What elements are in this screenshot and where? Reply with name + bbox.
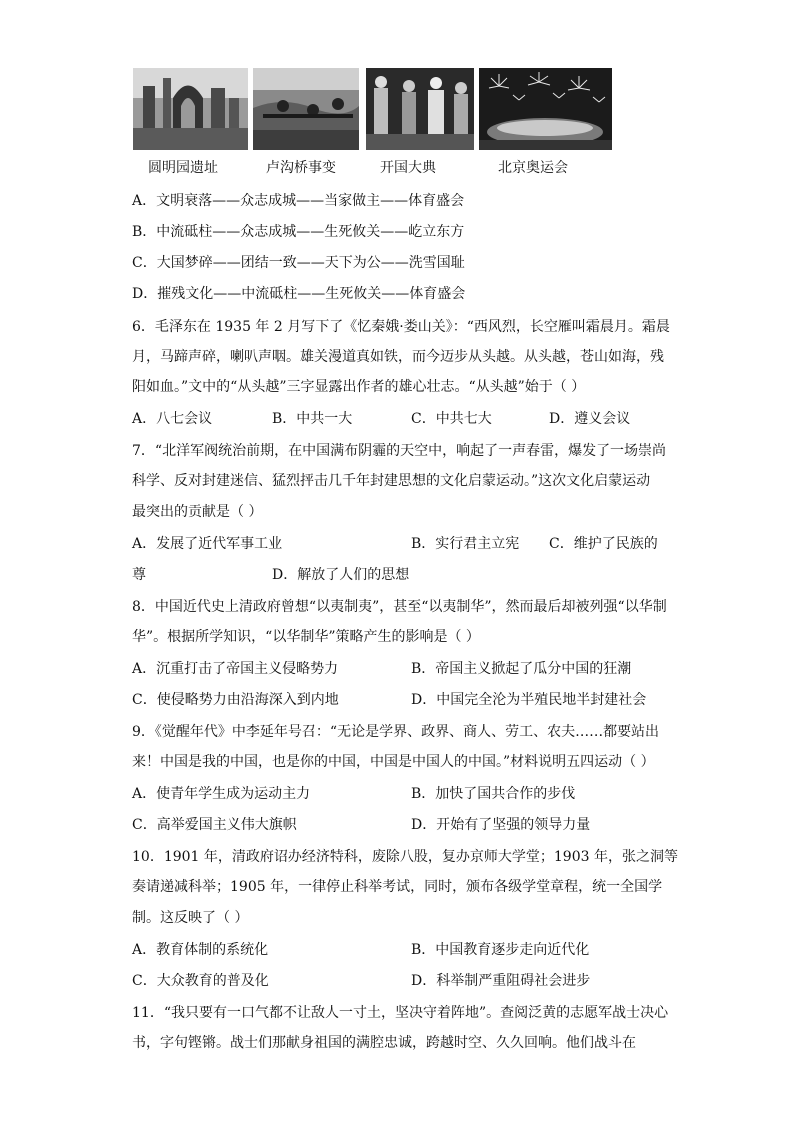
q9-text-line: 来！中国是我的中国，也是你的中国，中国是中国人的中国。”材料说明五四运动（ ） [132, 754, 655, 770]
q10-text-line: 10．1901 年，清政府诏办经济特科，废除八股，复办京师大学堂；1903 年，张之洞等 [132, 849, 678, 865]
q6-option-d: D．遵义会议 [549, 411, 631, 427]
q5-option-c: C．大国梦碎——团结一致——天下为公——洗雪国耻 [132, 255, 465, 271]
q6-option-a: A．八七会议 [132, 411, 213, 427]
q6-option-b: B．中共一大 [272, 411, 353, 427]
q6-option-c: C．中共七大 [411, 411, 492, 427]
q11-text-line: 书，字句铿锵。战士们那献身祖国的满腔忠诚，跨越时空、久久回响。他们战斗在 [132, 1035, 636, 1051]
ceremony-photo [366, 68, 474, 150]
q7-option-a: A．发展了近代军事工业 [132, 536, 283, 552]
q5-option-d: D．摧残文化——中流砥柱——生死攸关——体育盛会 [132, 286, 466, 302]
q6-text-line: 阳如血。”文中的“从头越”三字显露出作者的雄心壮志。“从头越”始于（ ） [132, 379, 586, 395]
q8-option-c: C．使侵略势力由沿海深入到内地 [132, 692, 339, 708]
q9-option-b: B．加快了国共合作的步伐 [411, 786, 576, 802]
q10-option-b: B．中国教育逐步走向近代化 [411, 942, 590, 958]
q5-option-a: A．文明衰落——众志成城——当家做主——体育盛会 [132, 193, 465, 209]
q10-option-d: D．科举制严重阻碍社会进步 [411, 973, 591, 989]
q10-text-line: 奏请递减科举；1905 年，一律停止科举考试，同时，颁布各级学堂章程，统一全国学 [132, 879, 663, 895]
q10-option-a: A．教育体制的系统化 [132, 942, 269, 958]
q8-text-line: 华”。根据所学知识，“以华制华”策略产生的影响是（ ） [132, 629, 480, 645]
q9-text-line: 9．《觉醒年代》中李延年号召：“无论是学界、政界、商人、劳工、农夫……都要站出 [132, 724, 660, 740]
q9-option-d: D．开始有了坚强的领导力量 [411, 817, 591, 833]
image-caption: 北京奥运会 [498, 160, 568, 176]
q7-option-c: C．维护了民族的 [549, 536, 658, 552]
q6-text-line: 6．毛泽东在 1935 年 2 月写下了《忆秦娥·娄山关》：“西风烈，长空雁叫霜晨月。霜晨 [132, 319, 670, 335]
q8-text-line: 8．中国近代史上清政府曾想“以夷制夷”，甚至“以夷制华”，然而最后却被列强“以华制 [132, 599, 667, 615]
soldiers-photo [253, 68, 359, 150]
q6-text-line: 月，马蹄声碎，喇叭声咽。雄关漫道真如铁，而今迈步从头越。从头越，苍山如海，残 [132, 349, 664, 365]
q7-option-b: B．实行君主立宪 [411, 536, 520, 552]
q9-option-c: C．高举爱国主义伟大旗帜 [132, 817, 297, 833]
fireworks-photo [479, 68, 612, 150]
image-caption: 卢沟桥事变 [266, 160, 336, 176]
q7-option-c-wrap: 尊 [132, 567, 146, 583]
q10-option-c: C．大众教育的普及化 [132, 973, 269, 989]
q7-text-line: 科学、反对封建迷信、猛烈抨击几千年封建思想的文化启蒙运动。”这次文化启蒙运动 [132, 473, 651, 489]
q11-text-line: 11．“我只要有一口气都不让敌人一寸土，坚决守着阵地”。查阅泛黄的志愿军战士决心 [132, 1005, 669, 1021]
image-caption: 圆明园遗址 [148, 160, 218, 176]
q7-option-d: D．解放了人们的思想 [272, 567, 410, 583]
ruins-photo [133, 68, 248, 150]
q8-option-a: A．沉重打击了帝国主义侵略势力 [132, 661, 339, 677]
q7-text-line: 最突出的贡献是（ ） [132, 504, 263, 520]
q5-option-b: B．中流砥柱——众志成城——生死攸关——屹立东方 [132, 224, 465, 240]
image-caption: 开国大典 [380, 160, 436, 176]
q7-text-line: 7．“北洋军阀统治前期，在中国满布阴霾的天空中，响起了一声春雷，爆发了一场崇尚 [132, 443, 667, 459]
q10-text-line: 制。这反映了（ ） [132, 910, 249, 926]
q8-option-d: D．中国完全沦为半殖民地半封建社会 [411, 692, 647, 708]
q9-option-a: A．使青年学生成为运动主力 [132, 786, 311, 802]
q8-option-b: B．帝国主义掀起了瓜分中国的狂潮 [411, 661, 632, 677]
